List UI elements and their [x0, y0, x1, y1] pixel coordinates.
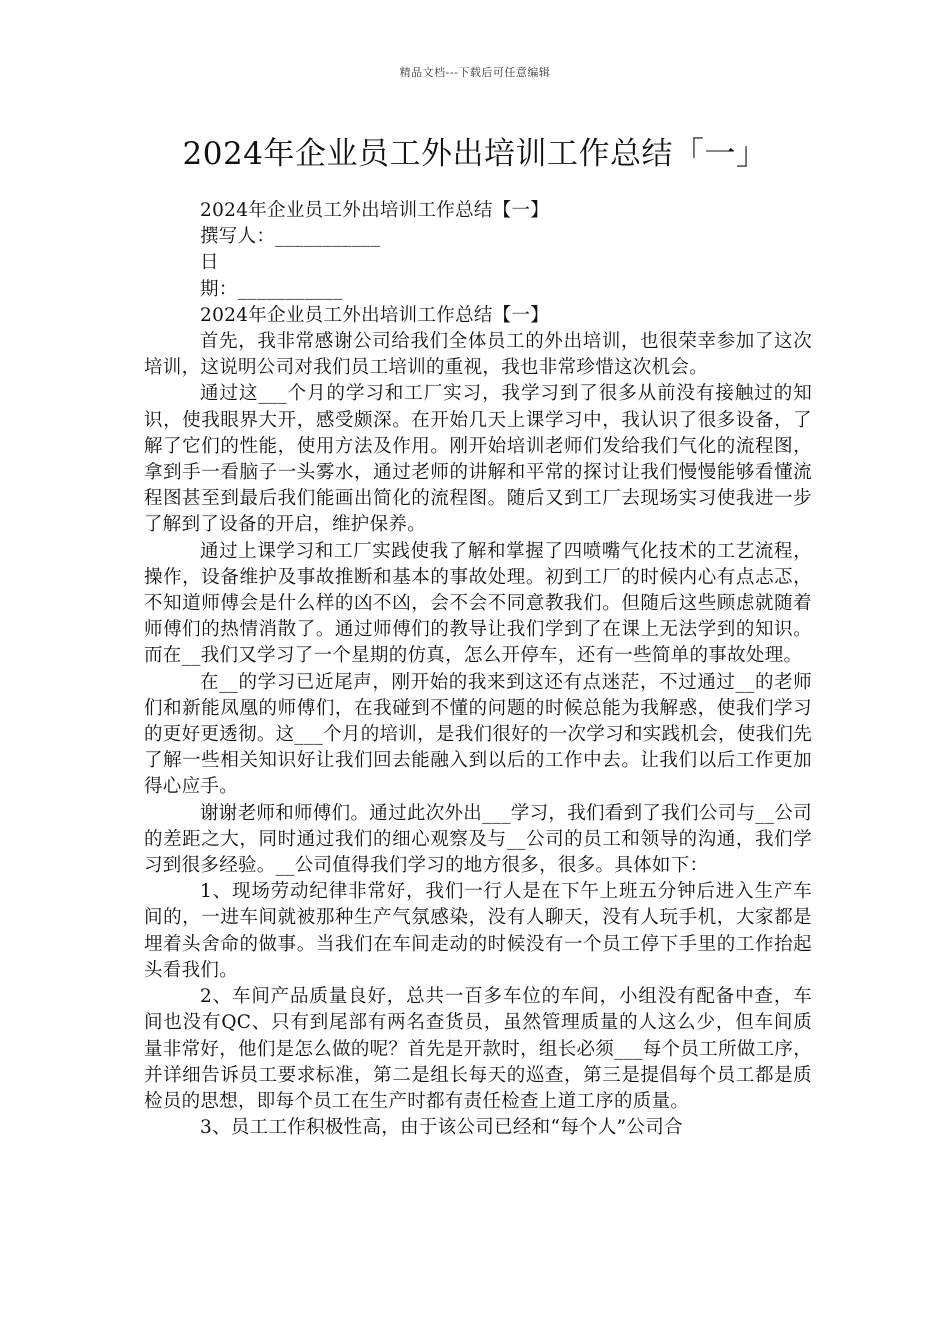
paragraph: 2、车间产品质量良好，总共一百多车位的车间，小组没有配备中查，车间也没有QC、只有到尾部有两名查货员，虽然管理质量的人这么少，但车间质量非常好，他们是怎么做的呢？首先是开款时，组长必须___每个员工所做工序，并详细告诉员工要求标准，第二是组长每天的巡查，第三是提倡每个员工都是质检员的思想，即每个员工在生产时都有责任检查上道工序的质量。: [144, 986, 812, 1112]
header-note: 精品文档---下载后可任意编辑: [399, 66, 551, 79]
paragraph: 3、员工工作积极性高，由于该公司已经和“每个人”公司合: [200, 1117, 683, 1139]
paragraph: 1、现场劳动纪律非常好，我们一行人是在下午上班五分钟后进入生产车间的，一进车间就被那种生产气氛感染，没有人聊天，没有人玩手机，大家都是埋着头舍命的做事。当我们在车间走动的时候没有一个员工停下手里的工作抬起头看我们。: [144, 881, 812, 981]
paragraph: 首先，我非常感谢公司给我们全体员工的外出培训，也很荣幸参加了这次培训，这说明公司对我们员工培训的重视，我也非常珍惜这次机会。: [144, 331, 812, 379]
page-title: 2024年企业员工外出培训工作总结「一」: [182, 136, 768, 172]
date-line-2: 期：___________: [200, 278, 343, 300]
paragraph: 在__的学习已近尾声，刚开始的我来到这还有点迷茫，不过通过__的老师们和新能凤凰的师傅们，在我碰到不懂的问题的时候总能为我解惑，使我们学习的更好更透彻。这___个月的培训，是我们很好的一次学习和实践机会，使我们先了解一些相关知识好让我们回去能融入到以后的工作中去。让我们以后工作更加得心应手。: [144, 671, 812, 798]
paragraph: 通过上课学习和工厂实践使我了解和掌握了四喷嘴气化技术的工艺流程，操作，设备维护及事故推断和基本的事故处理。初到工厂的时候内心有点忐忑，不知道师傅会是什么样的凶不凶，会不会不同意教我们。但随后这些顾虑就随着师傅们的热情消散了。通过师傅们的教导让我们学到了在课上无法学到的知识。而在__我们又学习了一个星期的仿真，怎么开停车，还有一些简单的事故处理。: [144, 540, 812, 667]
date-line-1: 日: [200, 252, 219, 274]
subtitle-repeat: 2024年企业员工外出培训工作总结【一】: [200, 304, 550, 326]
author-line: 撰写人：___________: [200, 226, 381, 248]
paragraph: 谢谢老师和师傅们。通过此次外出___学习，我们看到了我们公司与__公司的差距之大，同时通过我们的细心观察及与__公司的员工和领导的沟通，我们学习到很多经验。__公司值得我们学习的地方很多，很多。具体如下：: [144, 802, 812, 877]
document-body: [144, 198, 812, 1141]
paragraph: 通过这___个月的学习和工厂实习，我学习到了很多从前没有接触过的知识，使我眼界大开，感受颇深。在开始几天上课学习中，我认识了很多设备，了解了它们的性能，使用方法及作用。刚开始培训老师们发给我们气化的流程图，拿到手一看脑子一头雾水，通过老师的讲解和平常的探讨让我们慢慢能够看懂流程图甚至到最后我们能画出简化的流程图。随后又到工厂去现场实习使我进一步了解到了设备的开启，维护保养。: [144, 383, 812, 536]
subtitle: 2024年企业员工外出培训工作总结【一】: [200, 200, 550, 221]
